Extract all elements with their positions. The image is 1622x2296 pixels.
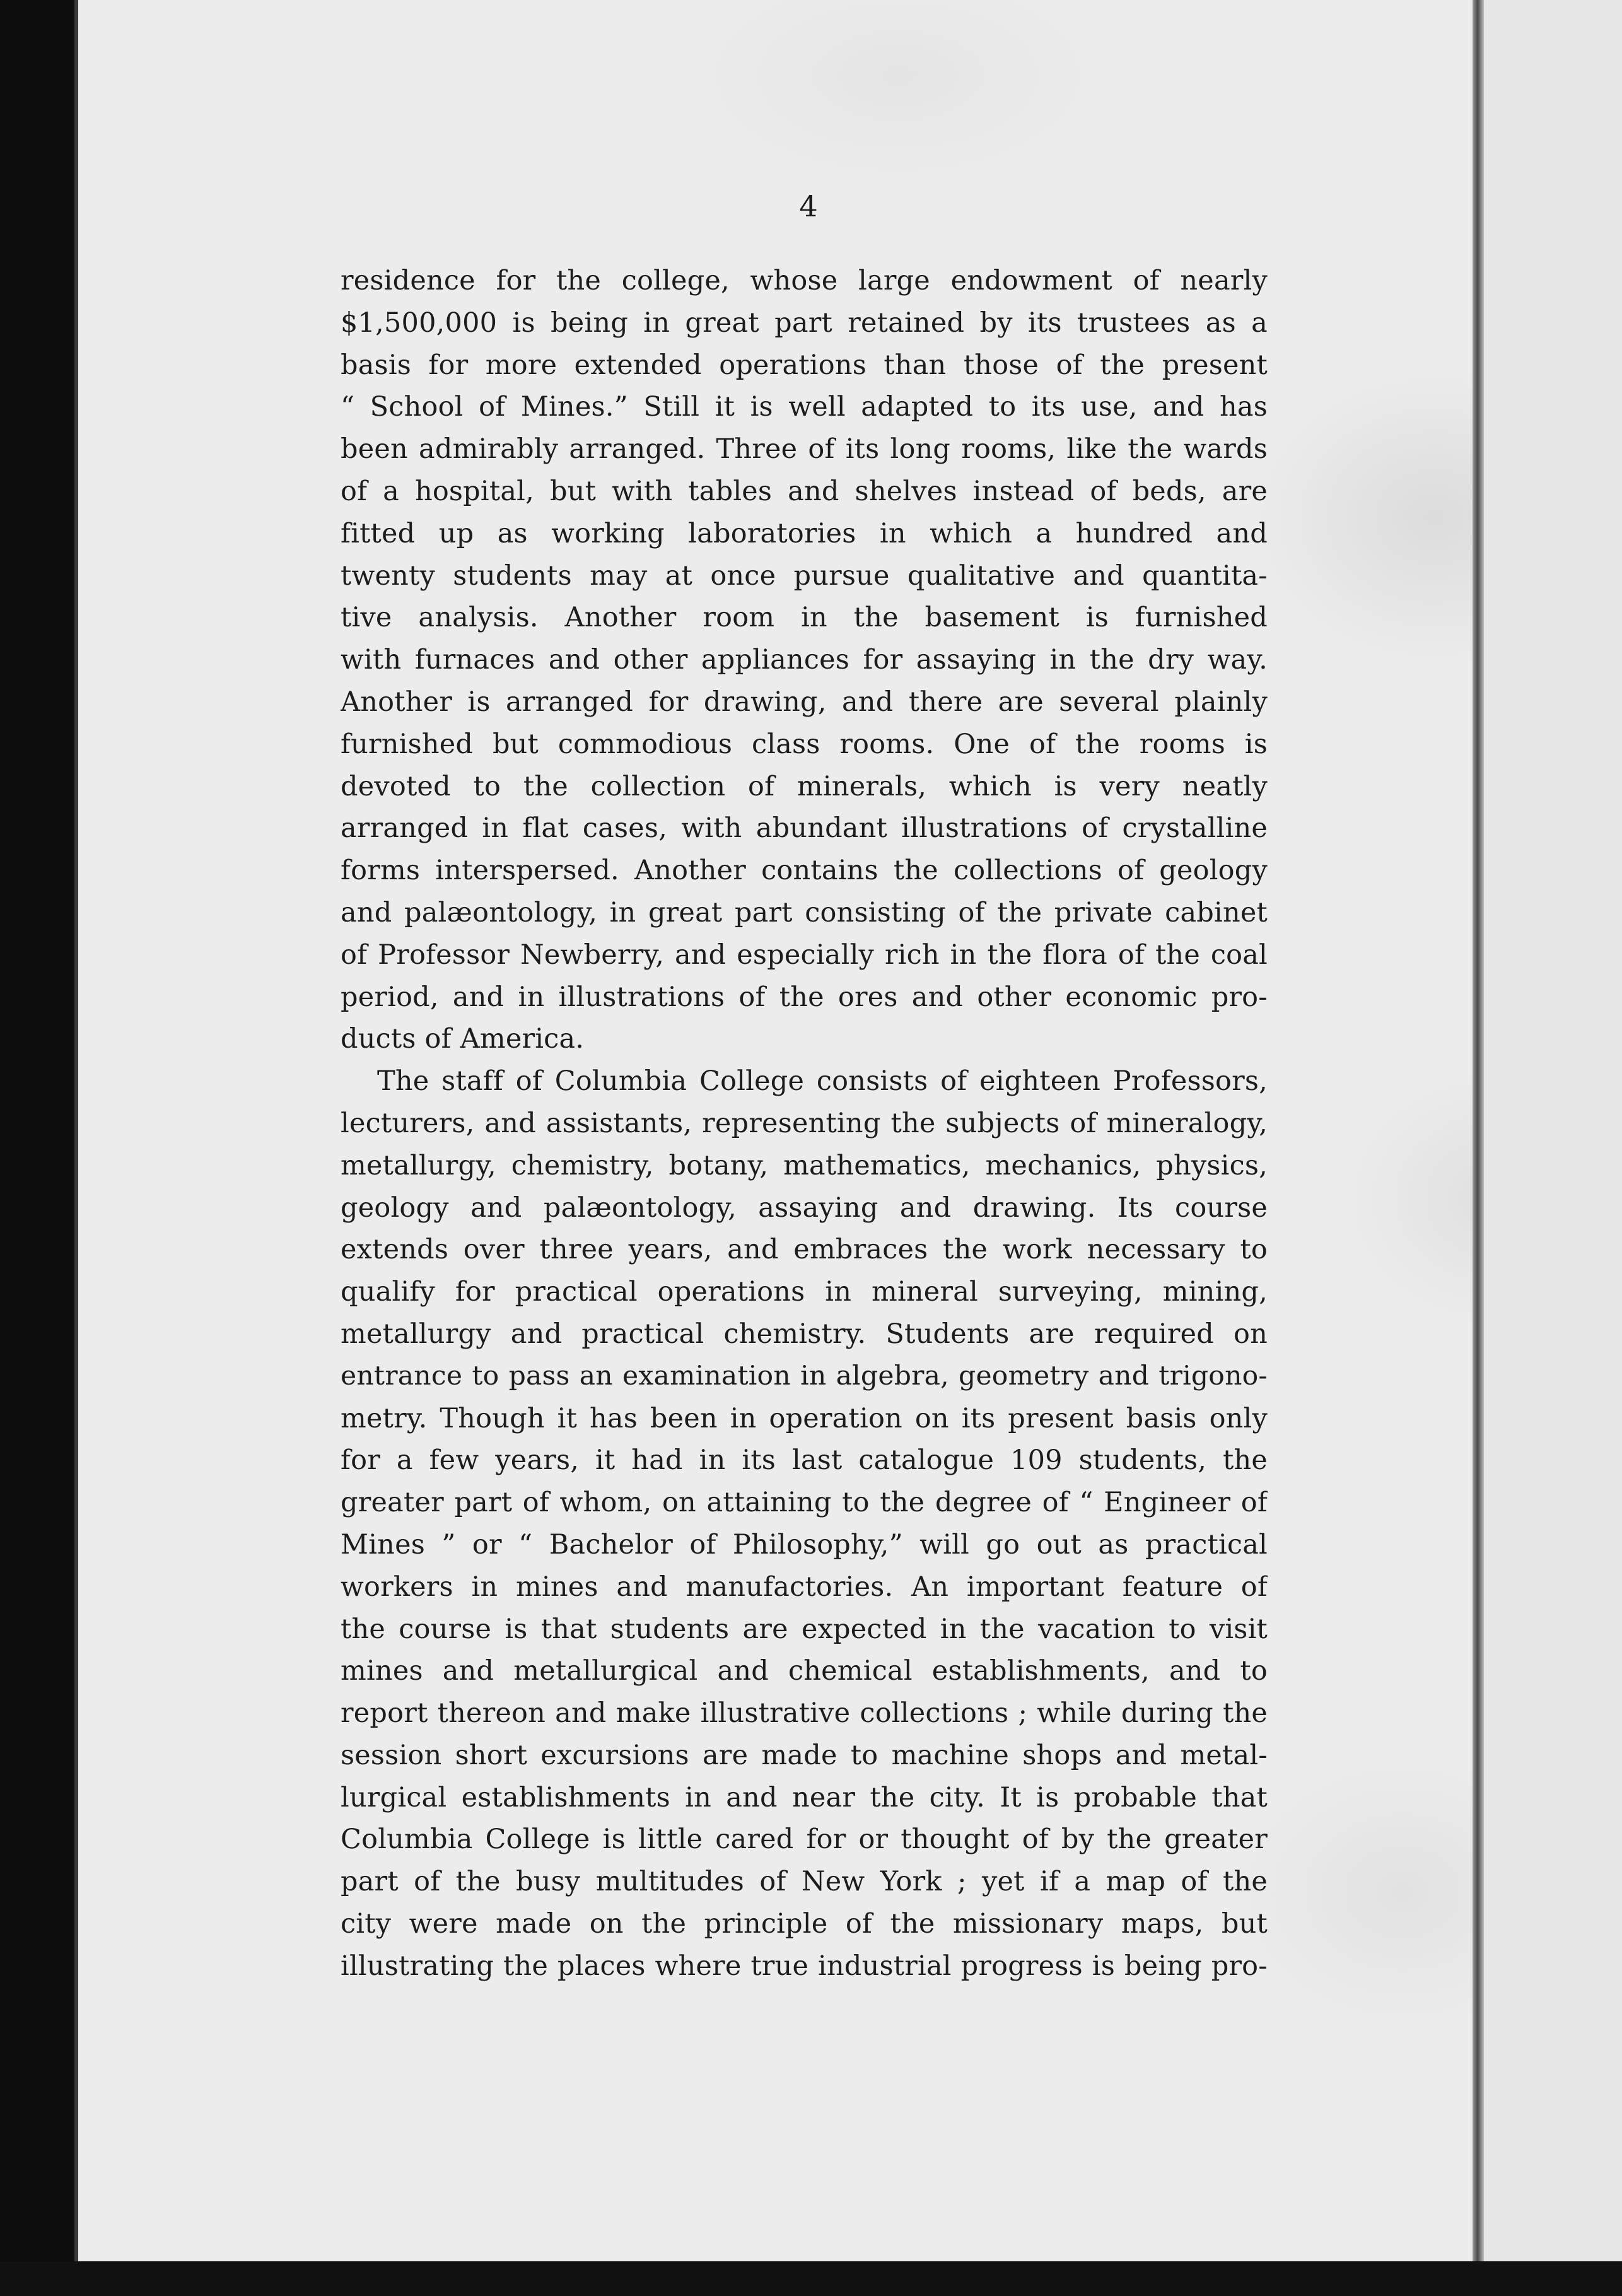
text-line: twenty students may at once pursue qualitative and quantita- [341,559,1268,592]
text-line: workers in mines and manufactories. An important feature of [341,1571,1268,1603]
text-line: qualify for practical operations in mineral surveying, mining, [341,1276,1268,1308]
page-fold-shadow [1473,0,1484,2271]
text-line: extends over three years, and embraces the work necessary to [341,1234,1268,1266]
text-line: tive analysis. Another room in the basement is furnished [341,602,1268,634]
text-line: metry. Though it has been in operation on its present basis only [341,1402,1268,1434]
text-line: lurgical establishments in and near the city. It is probable that [341,1781,1268,1813]
text-line: “ School of Mines.” Still it is well adapted to its use, and has [341,391,1268,423]
text-line: $1,500,000 is being in great part retained by its trustees as a [341,307,1268,339]
text-line: lecturers, and assistants, representing the subjects of mineralogy, [341,1107,1268,1139]
text-line: of a hospital, but with tables and shelves instead of beds, are [341,475,1268,507]
text-line: forms interspersed. Another contains the collections of geology [341,855,1268,887]
text-line: metallurgy and practical chemistry. Students are required on [341,1318,1268,1350]
text-line: greater part of whom, on attaining to the degree of “ Engineer of [341,1487,1268,1519]
text-line: The staff of Columbia College consists of eighteen Professors, [377,1065,1268,1098]
page-number: 4 [799,189,818,223]
text-line: residence for the college, whose large endowment of nearly [341,265,1268,296]
text-line: devoted to the collection of minerals, which is very neatly [341,770,1268,802]
text-line: the course is that students are expected in the vacation to visit [341,1613,1268,1645]
text-line: for a few years, it had in its last catalogue 109 students, the [341,1444,1268,1477]
text-line: illustrating the places where true industrial progress is being pro- [341,1950,1268,1982]
text-line: furnished but commodious class rooms. One of the rooms is [341,728,1268,760]
text-line: report thereon and make illustrative collections ; while during the [341,1697,1268,1730]
text-line: geology and palæontology, assaying and drawing. Its course [341,1192,1268,1224]
text-line: ducts of America. [341,1023,585,1055]
text-line: mines and metallurgical and chemical establishments, and to [341,1655,1268,1687]
text-line: Mines ” or “ Bachelor of Philosophy,” will go out as practical [341,1528,1268,1561]
text-line: been admirably arranged. Three of its long rooms, like the wards [341,433,1268,466]
facing-page-edge [1484,0,1622,2271]
text-line: metallurgy, chemistry, botany, mathematics, mechanics, physics, [341,1149,1268,1181]
text-line: of Professor Newberry, and especially rich in the flora of the coal [341,939,1268,971]
text-line: city were made on the principle of the missionary maps, but [341,1908,1268,1940]
text-line: Another is arranged for drawing, and there are several plainly [341,686,1268,718]
body-text [341,260,1268,1988]
text-line: Columbia College is little cared for or thought of by the greater [341,1824,1268,1856]
text-line: part of the busy multitudes of New York ; yet if a map of the [341,1866,1268,1898]
text-line: with furnaces and other appliances for assaying in the dry way. [341,644,1268,676]
text-line: fitted up as working laboratories in which a hundred and [341,517,1268,549]
scan-bottom-border [0,2261,1622,2296]
text-line: session short excursions are made to machine shops and metal- [341,1739,1268,1771]
text-line: and palæontology, in great part consisting of the private cabinet [341,896,1268,928]
text-line: entrance to pass an examination in algebra, geometry and trigono- [341,1360,1268,1391]
text-line: arranged in flat cases, with abundant illustrations of crystalline [341,812,1268,845]
text-line: period, and in illustrations of the ores and other economic pro- [341,981,1268,1013]
text-line: basis for more extended operations than those of the present [341,349,1268,381]
